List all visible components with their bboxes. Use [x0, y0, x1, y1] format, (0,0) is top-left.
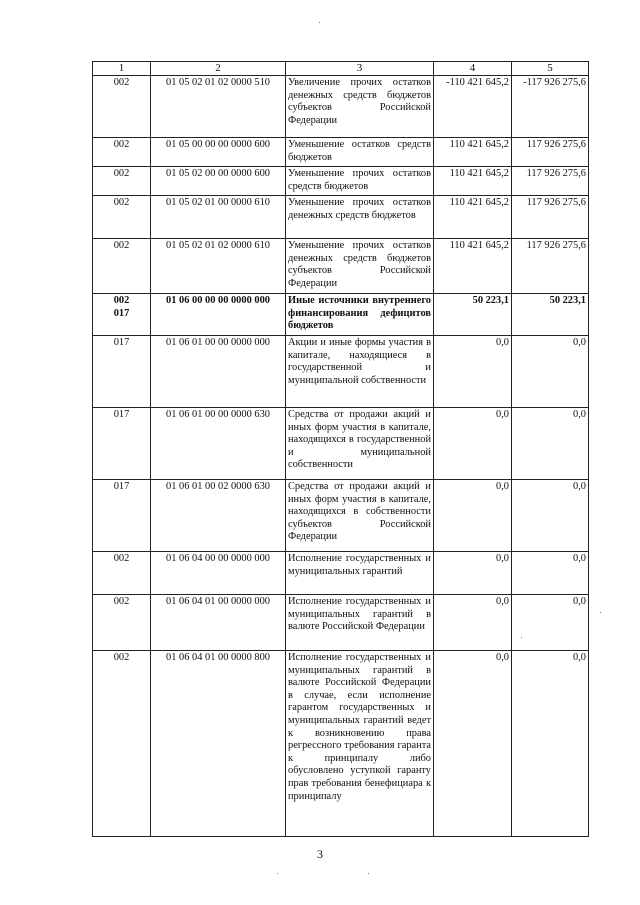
admin-code-cell: 002 [93, 595, 151, 651]
budget-code-cell: 01 05 00 00 00 0000 600 [151, 138, 286, 167]
table-body [93, 76, 589, 837]
table-row [93, 76, 589, 138]
admin-code-cell: 002 [93, 196, 151, 239]
budget-code-cell: 01 06 01 00 00 0000 000 [151, 336, 286, 408]
header-col-4: 4 [434, 62, 512, 76]
table-row [93, 196, 589, 239]
table-row [93, 294, 589, 336]
budget-code-cell: 01 06 01 00 02 0000 630 [151, 480, 286, 552]
admin-code-cell: 002 [93, 167, 151, 196]
source-name-cell: Иные источники внутреннего финансирования дефицитов бюджетов [286, 294, 434, 336]
source-name-cell: Уменьшение остатков средств бюджетов [286, 138, 434, 167]
amount-col-4-cell: 0,0 [434, 336, 512, 408]
amount-col-4-cell: 110 421 645,2 [434, 138, 512, 167]
source-name-cell: Увеличение прочих остатков денежных средств бюджетов субъектов Российской Федерации [286, 76, 434, 138]
source-name-cell: Уменьшение прочих остатков средств бюджетов [286, 167, 434, 196]
header-col-5: 5 [512, 62, 589, 76]
admin-code-cell: 002 [93, 552, 151, 595]
budget-code-cell: 01 05 02 00 00 0000 600 [151, 167, 286, 196]
amount-col-4-cell: 0,0 [434, 595, 512, 651]
source-name-cell: Уменьшение прочих остатков денежных средств бюджетов субъектов Российской Федерации [286, 239, 434, 294]
table-row [93, 138, 589, 167]
table-row [93, 239, 589, 294]
budget-code-cell: 01 05 02 01 02 0000 510 [151, 76, 286, 138]
table-row [93, 651, 589, 837]
admin-code-cell: 017 [93, 336, 151, 408]
source-name-cell: Исполнение государственных и муниципальных гарантий в валюте Российской Федерации в случае, если исполнение гарантом государственных и муниципальных гарантий ведет к возникновению права регрессного требования гаранта к принципалу либо обусловлено уступкой гаранту прав требования бенефициара к принципалу [286, 651, 434, 837]
amount-col-5-cell: 0,0 [512, 595, 589, 651]
scan-speck [368, 873, 369, 874]
amount-col-4-cell: 110 421 645,2 [434, 167, 512, 196]
admin-code-cell: 017 [93, 408, 151, 480]
source-name-cell: Исполнение государственных и муниципальных гарантий в валюте Российской Федерации [286, 595, 434, 651]
header-row [93, 62, 589, 76]
amount-col-5-cell: 117 926 275,6 [512, 239, 589, 294]
amount-col-4-cell: 0,0 [434, 408, 512, 480]
admin-code-cell: 002 [93, 651, 151, 837]
table-row [93, 336, 589, 408]
amount-col-5-cell: 0,0 [512, 408, 589, 480]
amount-col-5-cell: 0,0 [512, 552, 589, 595]
scan-speck [600, 612, 601, 613]
admin-code-cell: 002 [93, 76, 151, 138]
amount-col-4-cell: 110 421 645,2 [434, 239, 512, 294]
amount-col-4-cell: 0,0 [434, 651, 512, 837]
source-name-cell: Средства от продажи акций и иных форм участия в капитале, находящихся в собственности субъектов Российской Федерации [286, 480, 434, 552]
table-row [93, 595, 589, 651]
budget-code-cell: 01 05 02 01 00 0000 610 [151, 196, 286, 239]
header-col-1: 1 [93, 62, 151, 76]
amount-col-5-cell: 50 223,1 [512, 294, 589, 336]
budget-sources-table [92, 61, 589, 837]
amount-col-5-cell: 0,0 [512, 336, 589, 408]
header-col-2: 2 [151, 62, 286, 76]
amount-col-4-cell: -110 421 645,2 [434, 76, 512, 138]
scan-speck [277, 873, 278, 874]
amount-col-5-cell: 0,0 [512, 651, 589, 837]
header-col-3: 3 [286, 62, 434, 76]
budget-code-cell: 01 06 04 00 00 0000 000 [151, 552, 286, 595]
source-name-cell: Уменьшение прочих остатков денежных средств бюджетов [286, 196, 434, 239]
admin-code-cell: 002 017 [93, 294, 151, 336]
amount-col-4-cell: 0,0 [434, 480, 512, 552]
amount-col-5-cell: 117 926 275,6 [512, 167, 589, 196]
budget-code-cell: 01 06 00 00 00 0000 000 [151, 294, 286, 336]
amount-col-4-cell: 50 223,1 [434, 294, 512, 336]
source-name-cell: Средства от продажи акций и иных форм участия в капитале, находящихся в государственной и муниципальной собственности [286, 408, 434, 480]
amount-col-5-cell: 117 926 275,6 [512, 196, 589, 239]
budget-code-cell: 01 06 04 01 00 0000 800 [151, 651, 286, 837]
table-row [93, 552, 589, 595]
admin-code-cell: 002 [93, 138, 151, 167]
table-row [93, 408, 589, 480]
budget-code-cell: 01 06 04 01 00 0000 000 [151, 595, 286, 651]
budget-code-cell: 01 05 02 01 02 0000 610 [151, 239, 286, 294]
admin-code-cell: 017 [93, 480, 151, 552]
source-name-cell: Акции и иные формы участия в капитале, находящиеся в государственной и муниципальной собственности [286, 336, 434, 408]
amount-col-5-cell: -117 926 275,6 [512, 76, 589, 138]
page-number: 3 [317, 847, 323, 861]
admin-code-cell: 002 [93, 239, 151, 294]
amount-col-5-cell: 0,0 [512, 480, 589, 552]
amount-col-4-cell: 0,0 [434, 552, 512, 595]
source-name-cell: Исполнение государственных и муниципальных гарантий [286, 552, 434, 595]
table-row [93, 480, 589, 552]
scan-speck [521, 637, 522, 638]
table-row [93, 167, 589, 196]
scan-speck [319, 22, 320, 23]
amount-col-4-cell: 110 421 645,2 [434, 196, 512, 239]
amount-col-5-cell: 117 926 275,6 [512, 138, 589, 167]
budget-code-cell: 01 06 01 00 00 0000 630 [151, 408, 286, 480]
